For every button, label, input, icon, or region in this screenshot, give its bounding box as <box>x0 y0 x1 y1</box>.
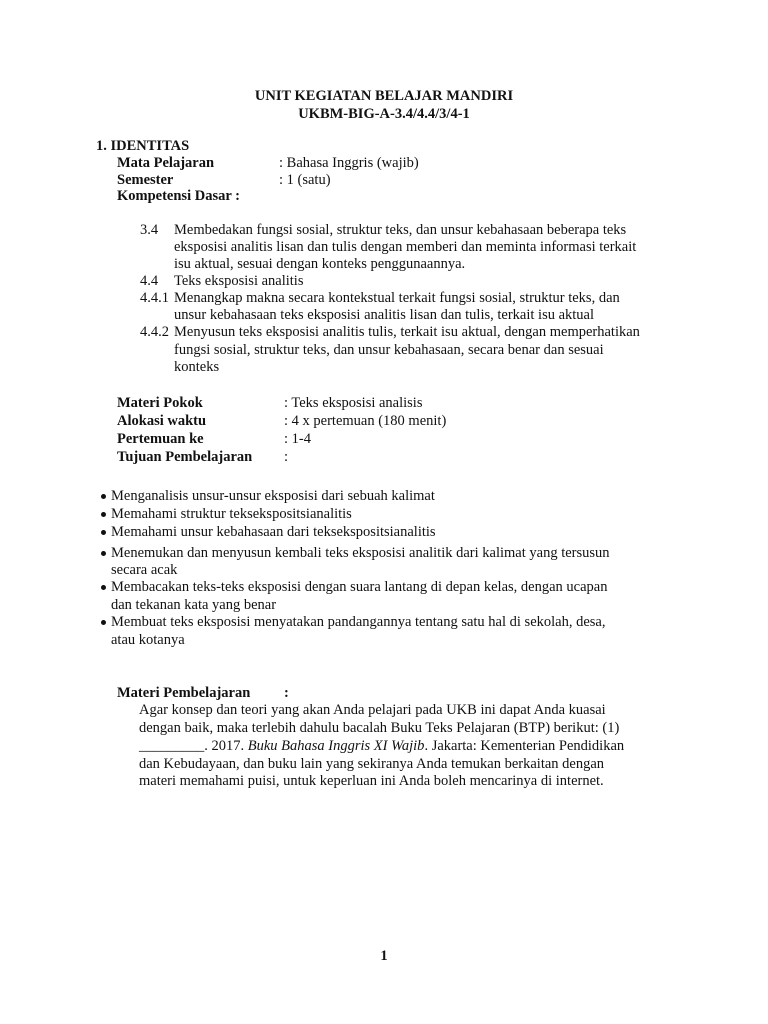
kd-number: 3.4 <box>140 222 159 238</box>
citation-book-title: Buku Bahasa Inggris XI Wajib <box>247 738 425 754</box>
kd-line: fungsi sosial, struktur teks, dan unsur kebahasaan, secara benar dan sesuai <box>174 342 604 358</box>
info-label-alokasi-waktu: Alokasi waktu <box>117 413 207 429</box>
kd-number: 4.4.2 <box>140 324 169 340</box>
tujuan-item-continued: atau kotanya <box>111 632 185 648</box>
kd-line: konteks <box>174 359 220 375</box>
tujuan-item: Membacakan teks-teks eksposisi dengan suara lantang di depan kelas, dengan ucapan <box>111 579 608 595</box>
info-value-materi-pokok: : Teks eksposisi analisis <box>284 395 423 411</box>
info-value-alokasi-waktu: : 4 x pertemuan (180 menit) <box>284 413 447 429</box>
tujuan-item: Menemukan dan menyusun kembali teks eksposisi analitik dari kalimat yang tersusun <box>111 545 610 561</box>
kd-line: Membedakan fungsi sosial, struktur teks, dan unsur kebahasaan beberapa teks <box>174 222 627 238</box>
materi-label: Materi Pembelajaran <box>117 685 251 701</box>
materi-paragraph-line: Agar konsep dan teori yang akan Anda pelajari pada UKB ini dapat Anda kuasai <box>139 702 606 718</box>
materi-paragraph-line: dan Kebudayaan, dan buku lain yang sekiranya Anda temukan berkaitan dengan <box>139 756 605 772</box>
document-title: UNIT KEGIATAN BELAJAR MANDIRI <box>254 88 514 104</box>
materi-paragraph-line <box>139 737 624 755</box>
tujuan-item: Memahami struktur teksekspositsianalitis <box>111 506 352 522</box>
info-label-pertemuan: Pertemuan ke <box>117 431 204 447</box>
field-label-kompetensi-dasar: Kompetensi Dasar : <box>117 188 240 204</box>
kd-line: Menyusun teks eksposisi analitis tulis, terkait isu aktual, dengan memperhatikan <box>174 324 640 340</box>
info-value-pertemuan: : 1-4 <box>284 431 311 447</box>
citation-publisher: . Jakarta: Kementerian Pendidikan <box>424 738 625 754</box>
bullet-icon <box>101 530 106 535</box>
page-number: 1 <box>380 948 388 964</box>
info-value-tujuan: : <box>284 449 289 465</box>
kd-line: eksposisi analitis lisan dan tulis dengan memberi dan meminta informasi terkait <box>174 239 637 255</box>
kd-line: Teks eksposisi analitis <box>174 273 304 289</box>
field-value-mata-pelajaran: : Bahasa Inggris (wajib) <box>279 155 419 171</box>
kd-line: isu aktual, sesuai dengan konteks penggunaannya. <box>174 256 466 272</box>
materi-paragraph-line: dengan baik, maka terlebih dahulu bacalah Buku Teks Pelajaran (BTP) berikut: (1) <box>139 720 620 736</box>
kd-line: unsur kebahasaan teks eksposisi analitis lisan dan tulis, terkait isu aktual <box>174 307 595 323</box>
materi-colon: : <box>284 685 289 701</box>
kd-number: 4.4 <box>140 273 159 289</box>
kd-number: 4.4.1 <box>140 290 169 306</box>
document-code: UKBM-BIG-A-3.4/4.4/3/4-1 <box>298 106 470 122</box>
info-label-materi-pokok: Materi Pokok <box>117 395 203 411</box>
tujuan-item: Memahami unsur kebahasaan dari teksekspositsianalitis <box>111 524 436 540</box>
bullet-icon <box>101 620 106 625</box>
materi-paragraph-line: materi memahami puisi, untuk keperluan ini Anda boleh mencarinya di internet. <box>139 773 604 789</box>
citation-author-blank: _________. 2017. <box>139 738 248 754</box>
tujuan-item: Menganalisis unsur-unsur eksposisi dari sebuah kalimat <box>111 488 435 504</box>
tujuan-item-continued: dan tekanan kata yang benar <box>111 597 277 613</box>
identitas-heading: 1. IDENTITAS <box>96 138 190 154</box>
info-label-tujuan: Tujuan Pembelajaran <box>117 449 253 465</box>
bullet-icon <box>101 512 106 517</box>
bullet-icon <box>101 494 106 499</box>
tujuan-item: Membuat teks eksposisi menyatakan pandangannya tentang satu hal di sekolah, desa, <box>111 614 606 630</box>
field-label-mata-pelajaran: Mata Pelajaran <box>117 155 215 171</box>
bullet-icon <box>101 585 106 590</box>
kd-line: Menangkap makna secara kontekstual terkait fungsi sosial, struktur teks, dan <box>174 290 620 306</box>
field-value-semester: : 1 (satu) <box>279 172 331 188</box>
bullet-icon <box>101 551 106 556</box>
tujuan-item-continued: secara acak <box>111 562 178 578</box>
field-label-semester: Semester <box>117 172 174 188</box>
